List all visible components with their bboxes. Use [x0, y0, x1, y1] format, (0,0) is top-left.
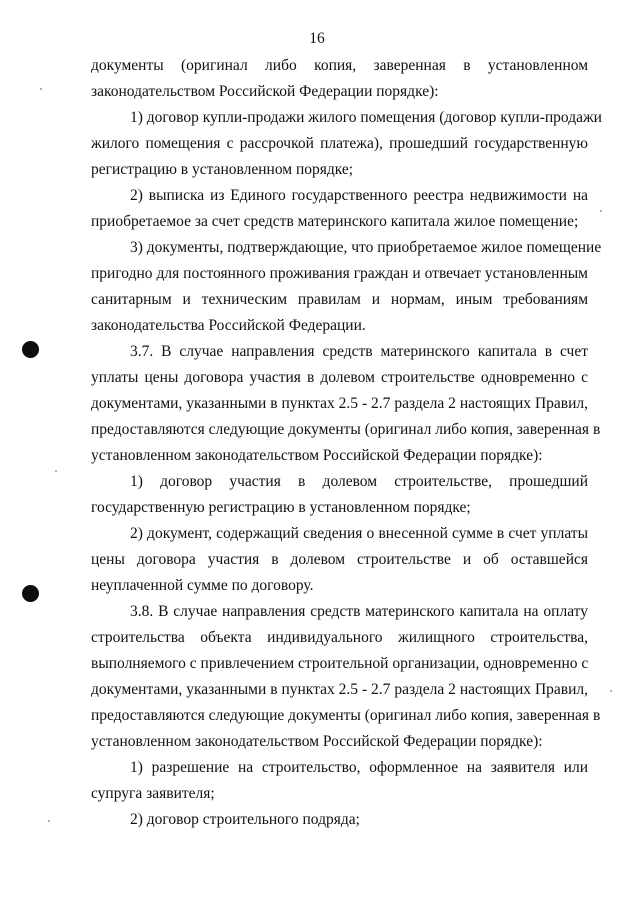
text-line: 1) договор участия в долевом строительстве, прошедший — [130, 473, 588, 490]
text-line: 2) документ, содержащий сведения о внесенной сумме в счет уплаты — [130, 525, 588, 542]
text-line: документами, указанными в пунктах 2.5 - 2.7 раздела 2 настоящих Правил, — [91, 395, 588, 412]
text-line: 1) договор купли-продажи жилого помещения (договор купли-продажи — [130, 109, 602, 126]
text-line: законодательством Российской Федерации порядке): — [91, 83, 439, 100]
text-line: регистрацию в установленном порядке; — [91, 161, 354, 178]
text-line: 3) документы, подтверждающие, что приобретаемое жилое помещение — [130, 239, 602, 256]
text-line: установленном законодательством Российской Федерации порядке): — [91, 447, 543, 464]
text-line: 3.7. В случае направления средств материнского капитала в счет — [130, 343, 588, 360]
punch-hole-lower — [22, 585, 39, 602]
text-line: супруга заявителя; — [91, 785, 215, 802]
punch-hole-upper — [22, 341, 39, 358]
text-line: уплаты цены договора участия в долевом строительстве одновременно с — [91, 369, 588, 386]
text-line: государственную регистрацию в установленном порядке; — [91, 499, 471, 516]
text-line: неуплаченной сумме по договору. — [91, 577, 314, 594]
scan-speck — [610, 690, 612, 692]
text-line: 2) договор строительного подряда; — [130, 811, 360, 828]
text-line: 2) выписка из Единого государственного реестра недвижимости на — [130, 187, 588, 204]
page-number: 16 — [309, 30, 325, 47]
text-line: документы (оригинал либо копия, заверенная в установленном — [91, 57, 588, 74]
text-line: санитарным и техническим правилам и нормам, иным требованиям — [91, 291, 588, 308]
text-line: строительства объекта индивидуального жилищного строительства, — [91, 629, 588, 646]
text-line: цены договора участия в долевом строительстве и об оставшейся — [91, 551, 588, 568]
text-line: приобретаемое за счет средств материнского капитала жилое помещение; — [91, 213, 579, 230]
scan-speck — [55, 470, 57, 472]
text-line: пригодно для постоянного проживания граждан и отвечает установленным — [91, 265, 588, 282]
scan-speck — [48, 820, 50, 822]
scan-speck — [40, 88, 42, 90]
text-line: документами, указанными в пунктах 2.5 - 2.7 раздела 2 настоящих Правил, — [91, 681, 588, 698]
text-line: установленном законодательством Российской Федерации порядке): — [91, 733, 543, 750]
scan-speck — [600, 210, 602, 212]
text-line: предоставляются следующие документы (оригинал либо копия, заверенная в — [91, 421, 601, 438]
text-line: выполняемого с привлечением строительной организации, одновременно с — [91, 655, 589, 672]
text-line: жилого помещения с рассрочкой платежа), прошедший государственную — [91, 135, 588, 152]
text-line: 1) разрешение на строительство, оформленное на заявителя или — [130, 759, 588, 776]
text-line: 3.8. В случае направления средств материнского капитала на оплату — [130, 603, 588, 620]
text-line: предоставляются следующие документы (оригинал либо копия, заверенная в — [91, 707, 601, 724]
text-line: законодательства Российской Федерации. — [91, 317, 366, 334]
